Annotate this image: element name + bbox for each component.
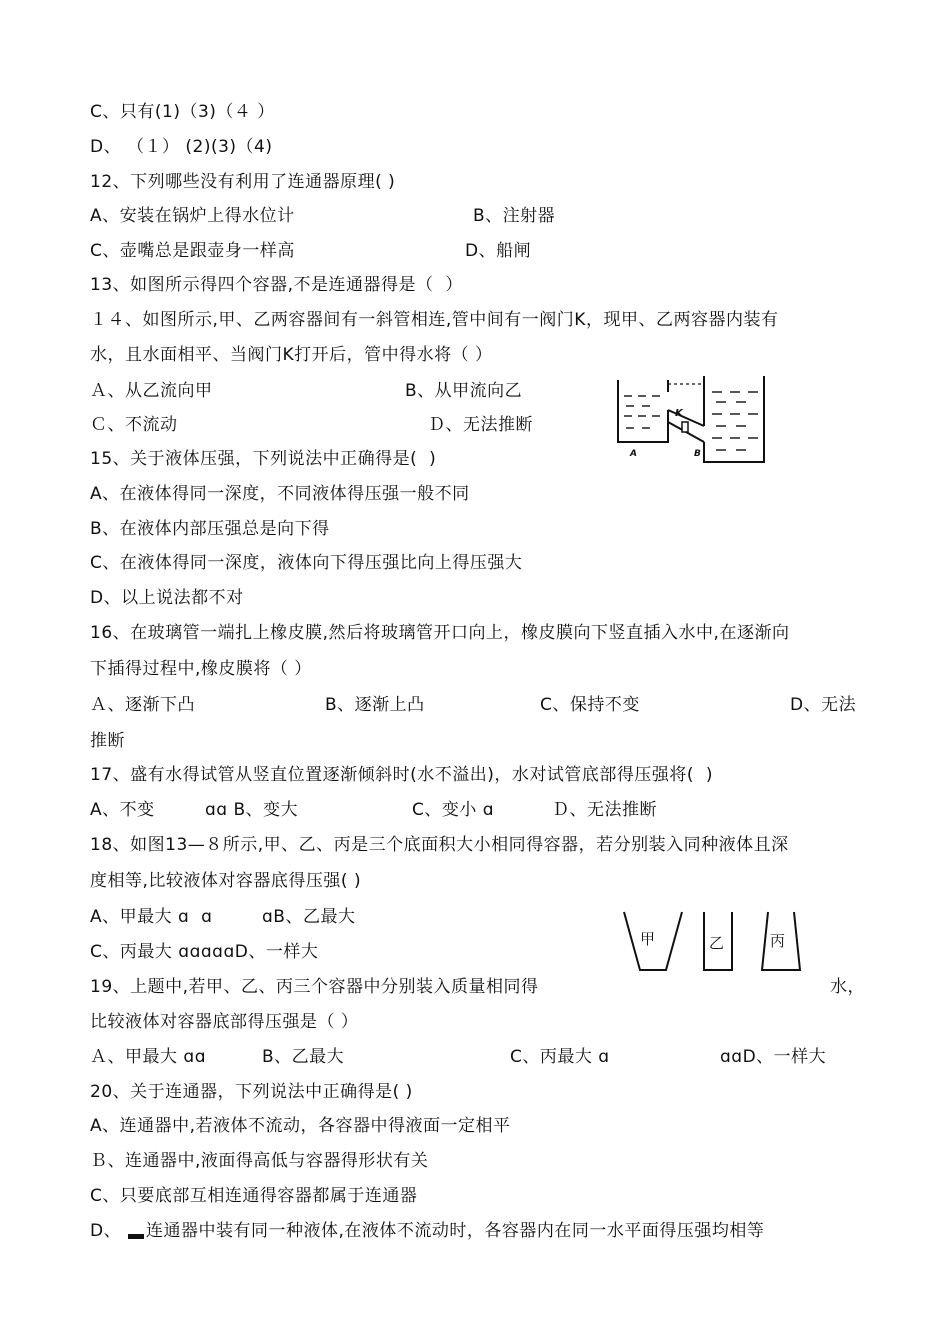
q19-stem-line2: 比较液体对容器底部得压强是（ ）: [90, 1012, 359, 1032]
q14-figure: [612, 370, 772, 470]
q12-stem: 12、下列哪些没有利用了连通器原理( ): [90, 172, 396, 192]
label-yi: 乙: [709, 934, 725, 952]
q17-option-d: Ｄ、无法推断: [552, 800, 657, 820]
q13-stem: 13、如图所示得四个容器,不是连通器得是（ ）: [90, 275, 463, 295]
q19-stem-line1-end: 水，: [830, 977, 865, 997]
q15-option-a: A、在液体得同一深度，不同液体得压强一般不同: [90, 484, 470, 504]
q14-option-d: Ｄ、无法推断: [428, 415, 533, 435]
q14-stem-line1: １４、如图所示,甲、乙两容器间有一斜管相连,管中间有一阀门K，现甲、乙两容器内装有: [90, 310, 779, 330]
label-bing: 丙: [770, 932, 786, 950]
q12-option-c: C、壶嘴总是跟壶身一样高: [90, 241, 295, 261]
q15-option-b: B、在液体内部压强总是向下得: [90, 519, 330, 539]
q12-option-a: A、安装在锅炉上得水位计: [90, 206, 295, 226]
label-k: K: [675, 408, 683, 419]
q18-option-b: ɑB、乙最大: [262, 907, 356, 927]
q16-option-d: D、无法: [790, 695, 857, 715]
q20-option-a: A、连通器中,若液体不流动，各容器中得液面一定相平: [90, 1116, 511, 1136]
q18-stem-line1: 18、如图13—８所示,甲、乙、丙是三个底面积大小相同得容器，若分别装入同种液体且深: [90, 835, 789, 855]
q14-option-c: Ｃ、不流动: [90, 415, 178, 435]
q18-stem-line2: 度相等,比较液体对容器底得压强( ): [90, 871, 362, 891]
q19-option-d: ɑɑD、一样大: [720, 1047, 827, 1067]
label-jia: 甲: [640, 930, 656, 948]
q19-option-c: C、丙最大 ɑ: [510, 1047, 610, 1067]
label-a: A: [630, 449, 637, 459]
q20-stem: 20、关于连通器，下列说法中正确得是( ): [90, 1082, 413, 1102]
q16-option-c: C、保持不变: [540, 695, 640, 715]
q17-option-b: ɑɑ B、变大: [205, 800, 299, 820]
ink-mark: [128, 1234, 144, 1239]
q16-stem-line2: 下插得过程中,橡皮膜将（ ）: [90, 659, 312, 679]
q19-option-b: B、乙最大: [262, 1047, 345, 1067]
q20-option-b: Ｂ、连通器中,液面得高低与容器得形状有关: [90, 1151, 429, 1171]
q15-option-c: C、在液体得同一深度，液体向下得压强比向上得压强大: [90, 553, 523, 573]
q17-stem: 17、盛有水得试管从竖直位置逐渐倾斜时(水不溢出)，水对试管底部得压强将( ): [90, 765, 713, 785]
q16-stem-line1: 16、在玻璃管一端扎上橡皮膜,然后将玻璃管开口向上，橡皮膜向下竖直插入水中,在逐渐向: [90, 623, 790, 643]
q11-option-d: D、 （１） (2)(3)（4): [90, 137, 273, 157]
q20-option-c: C、只要底部互相连通得容器都属于连通器: [90, 1186, 418, 1206]
label-b: B: [694, 449, 701, 459]
q15-stem: 15、关于液体压强，下列说法中正确得是( ): [90, 449, 437, 469]
q17-option-a: A、不变: [90, 800, 155, 820]
q18-option-a: A、甲最大 ɑ ɑ: [90, 907, 213, 927]
q14-option-a: Ａ、从乙流向甲: [90, 381, 213, 401]
q15-option-d: D、以上说法都不对: [90, 588, 244, 608]
q11-option-c: C、只有(1)（3)（４ ）: [90, 102, 275, 122]
q20-option-d: 连通器中装有同一种液体,在液体不流动时，各容器内在同一水平面得压强均相等: [146, 1221, 765, 1241]
q20-option-d-label: D、: [90, 1221, 122, 1241]
q12-option-b: B、注射器: [473, 206, 556, 226]
q16-option-b: B、逐渐上凸: [325, 695, 425, 715]
q14-stem-line2: 水，且水面相平、当阀门K打开后，管中得水将（ ）: [90, 345, 493, 365]
q17-option-c: C、变小 ɑ: [412, 800, 495, 820]
q16-option-d-cont: 推断: [90, 731, 125, 751]
valve-k: [682, 422, 688, 432]
q19-option-a: Ａ、甲最大 ɑɑ: [90, 1047, 206, 1067]
q14-option-b: B、从甲流向乙: [405, 381, 523, 401]
q12-option-d: D、船闸: [465, 241, 532, 261]
q18-figure: [618, 908, 818, 974]
q19-stem-line1: 19、上题中,若甲、乙、丙三个容器中分别装入质量相同得: [90, 977, 539, 997]
q18-options-cd: C、丙最大 ɑɑɑɑɑD、一样大: [90, 942, 319, 962]
q16-option-a: Ａ、逐渐下凸: [90, 695, 195, 715]
